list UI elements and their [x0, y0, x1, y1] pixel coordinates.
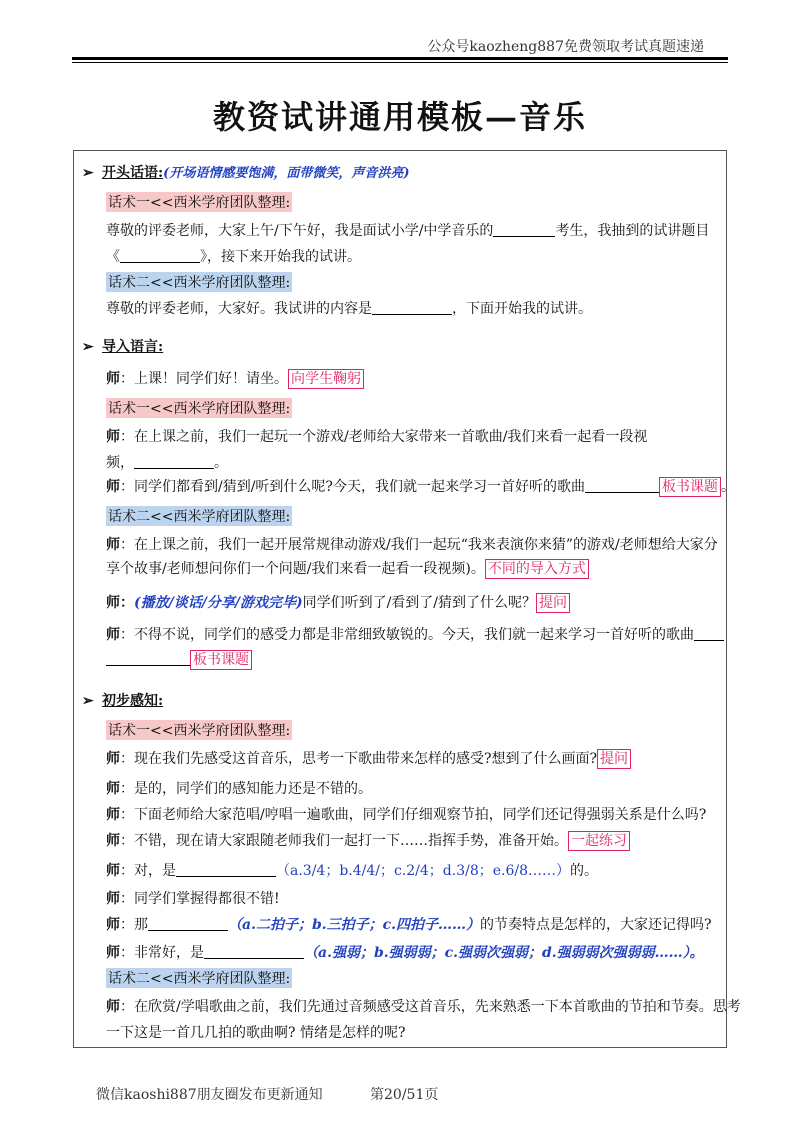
perception-line-2: 师：是的，同学们的感知能力还是不错的。 [106, 781, 372, 797]
perception-line-9: 师：在欣赏/学唱歌曲之前，我们先通过音频感受这首音乐，先来熟悉一下本首歌曲的节拍和节奏。思考 [106, 999, 741, 1015]
annotation-tag: 板书课题 [659, 477, 721, 497]
blank-field [585, 478, 659, 493]
intro-line-1: 师：在上课之前，我们一起玩一个游戏/老师给大家带来一首歌曲/我们来看一起看一段视 [106, 429, 648, 445]
section-intro: ➢ 导入语言: [82, 339, 164, 355]
script-label: 话术一<<西米学府团队整理: [106, 720, 292, 740]
perception-line-5: 师：对，是 （a.3/4；b.4/4/；c.2/4；d.3/8；e.6/8……）的。 [106, 863, 599, 879]
arrow-icon: ➢ [82, 693, 94, 709]
page-number: 第20/51页 [370, 1087, 439, 1103]
script-label: 话术二<<西米学府团队整理: [106, 272, 292, 292]
annotation-tag: 向学生鞠躬 [288, 369, 364, 389]
opening-line-1: 尊敬的评委老师，大家上午/下午好，我是面试小学/中学音乐的 考生，我抽到的试讲题目 [106, 223, 710, 239]
perception-line-7: 师：那 （a.二拍子；b.三拍子；c.四拍子……）的节奏特点是怎样的，大家还记得吗? [106, 917, 712, 933]
section-perception: ➢ 初步感知: [82, 693, 164, 709]
intro-line-2: 频， 。 [106, 455, 228, 471]
blank-field [204, 944, 304, 959]
script-label: 话术一<<西米学府团队整理: [106, 398, 292, 418]
intro-line-4: 师：在上课之前，我们一起开展常规律动游戏/我们一起玩“我来表演你来猜”的游戏/老师想给大家分 [106, 537, 718, 553]
opening-line-3: 尊敬的评委老师，大家好。我试讲的内容是 ，下面开始我的试讲。 [106, 301, 592, 317]
arrow-icon: ➢ [82, 339, 94, 355]
annotation-tag: 提问 [597, 749, 631, 769]
perception-line-8: 师：非常好，是 （a.强弱；b.强弱弱；c.强弱次强弱；d.强弱弱次强弱弱……）。 [106, 945, 704, 961]
perception-line-10: 一下这是一首几几拍的歌曲啊? 情绪是怎样的呢? [106, 1025, 406, 1041]
perception-line-1: 师：现在我们先感受这首音乐，思考一下歌曲带来怎样的感受?想到了什么画面? 提问 [106, 748, 631, 769]
intro-line-8 [106, 650, 252, 670]
perception-line-3: 师：下面老师给大家范唱/哼唱一遍歌曲，同学们仔细观察节拍，同学们还记得强弱关系是什么吗? [106, 807, 707, 823]
blank-field [148, 916, 228, 931]
blank-field [493, 222, 555, 237]
blank-field [134, 454, 214, 469]
blank-field [106, 651, 190, 666]
intro-greet: 师：上课！同学们好！请坐。 向学生鞠躬 [106, 368, 364, 389]
blank-field [176, 862, 276, 877]
annotation-tag: 提问 [536, 593, 570, 613]
footer-note: 微信kaoshi887朋友圈发布更新通知 [96, 1087, 323, 1103]
script-label: 话术二<<西米学府团队整理: [106, 968, 292, 988]
page-title: 教资试讲通用模板—音乐 [212, 98, 587, 136]
script-label: 话术二<<西米学府团队整理: [106, 506, 292, 526]
opening-line-2: 《 》，接下来开始我的试讲。 [106, 249, 361, 265]
blank-field [120, 248, 200, 263]
annotation-tag: 一起练习 [568, 831, 630, 851]
blank-field [372, 300, 452, 315]
intro-line-5: 享个故事/老师想问你们一个问题/我们来看一起看一段视频)。 不同的导入方式 [106, 558, 589, 579]
intro-line-3: 师：同学们都看到/猜到/听到什么呢?今天，我们就一起来学习一首好听的歌曲 板书课题 。 [106, 479, 735, 495]
annotation-tag: 不同的导入方式 [485, 559, 589, 579]
header-note: 公众号kaozheng887免费领取考试真题速递 [427, 39, 704, 55]
perception-line-4: 师：不错，现在请大家跟随老师我们一起打一下……指挥手势，准备开始。 一起练习 [106, 830, 630, 851]
header-rule [72, 57, 728, 60]
blank-field [694, 626, 724, 641]
section-opening: ➢ 开头话语:(开场语情感要饱满，面带微笑，声音洪亮) [82, 165, 410, 181]
script-label: 话术一<<西米学府团队整理: [106, 192, 292, 212]
intro-line-6: 师：(播放/谈话/分享/游戏完毕)同学们听到了/看到了/猜到了什么呢？ 提问 [106, 592, 570, 613]
header-rule-thin [72, 62, 728, 63]
intro-line-7: 师：不得不说，同学们的感受力都是非常细致敏锐的。今天，我们就一起来学习一首好听的歌曲 [106, 624, 724, 644]
annotation-tag: 板书课题 [190, 650, 252, 670]
arrow-icon: ➢ [82, 165, 94, 181]
perception-line-6: 师：同学们掌握得都很不错! [106, 891, 280, 907]
